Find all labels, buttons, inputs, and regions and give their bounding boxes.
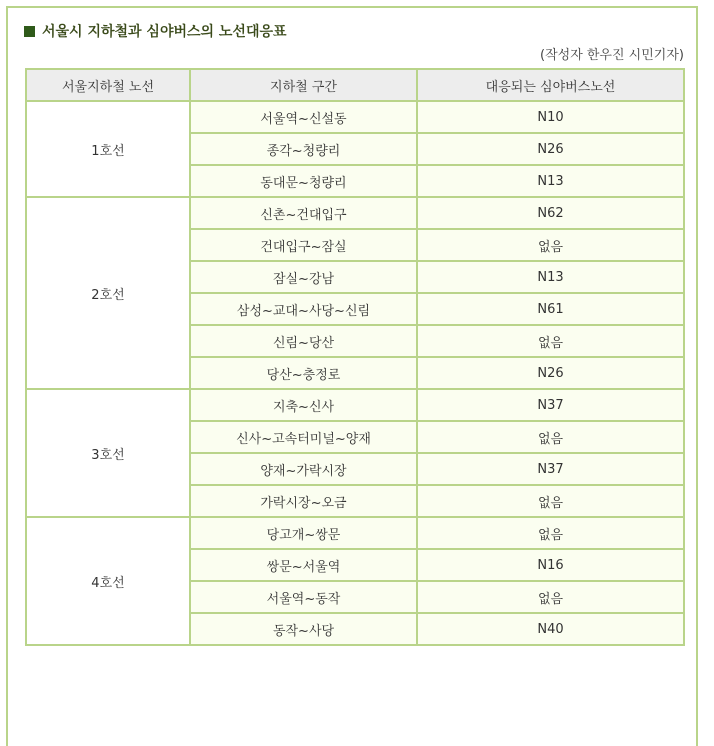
section-cell: 건대입구~잠실 [190, 229, 417, 261]
night-bus-cell: N26 [417, 133, 684, 165]
night-bus-cell: N40 [417, 613, 684, 645]
section-cell: 당산~충정로 [190, 357, 417, 389]
subway-line-cell: 1호선 [26, 101, 190, 197]
table-row [26, 517, 684, 549]
header-subway-line: 서울지하철 노선 [26, 69, 190, 101]
night-bus-cell: N62 [417, 197, 684, 229]
night-bus-cell: 없음 [417, 517, 684, 549]
table-header-row [26, 69, 684, 101]
section-cell: 삼성~교대~사당~신림 [190, 293, 417, 325]
section-cell: 지축~신사 [190, 389, 417, 421]
subway-line-cell: 2호선 [26, 197, 190, 389]
author-credit: (작성자 한우진 시민기자) [540, 48, 684, 63]
section-cell: 동작~사당 [190, 613, 417, 645]
subway-line-cell: 3호선 [26, 389, 190, 517]
night-bus-cell: N61 [417, 293, 684, 325]
header-night-bus: 대응되는 심야버스노선 [417, 69, 684, 101]
night-bus-cell: 없음 [417, 325, 684, 357]
route-table [25, 68, 685, 646]
section-cell: 서울역~동작 [190, 581, 417, 613]
subway-line-cell: 4호선 [26, 517, 190, 645]
section-cell: 신촌~건대입구 [190, 197, 417, 229]
page-title-text: 서울시 지하철과 심야버스의 노선대응표 [42, 24, 287, 40]
square-bullet-icon [24, 26, 35, 37]
section-cell: 쌍문~서울역 [190, 549, 417, 581]
section-cell: 종각~청량리 [190, 133, 417, 165]
section-cell: 신사~고속터미널~양재 [190, 421, 417, 453]
section-cell: 서울역~신설동 [190, 101, 417, 133]
night-bus-cell: 없음 [417, 421, 684, 453]
section-cell: 동대문~청량리 [190, 165, 417, 197]
header-section: 지하철 구간 [190, 69, 417, 101]
section-cell: 신림~당산 [190, 325, 417, 357]
table-row [26, 101, 684, 133]
section-cell: 당고개~쌍문 [190, 517, 417, 549]
table-body [26, 101, 684, 645]
night-bus-cell: N37 [417, 389, 684, 421]
night-bus-cell: N37 [417, 453, 684, 485]
night-bus-cell: N13 [417, 261, 684, 293]
night-bus-cell: N13 [417, 165, 684, 197]
page-title [24, 21, 287, 41]
night-bus-cell: 없음 [417, 581, 684, 613]
night-bus-cell: N26 [417, 357, 684, 389]
table-row [26, 389, 684, 421]
night-bus-cell: 없음 [417, 229, 684, 261]
night-bus-cell: N16 [417, 549, 684, 581]
section-cell: 잠실~강남 [190, 261, 417, 293]
table-row [26, 197, 684, 229]
night-bus-cell: 없음 [417, 485, 684, 517]
section-cell: 양재~가락시장 [190, 453, 417, 485]
night-bus-cell: N10 [417, 101, 684, 133]
section-cell: 가락시장~오금 [190, 485, 417, 517]
